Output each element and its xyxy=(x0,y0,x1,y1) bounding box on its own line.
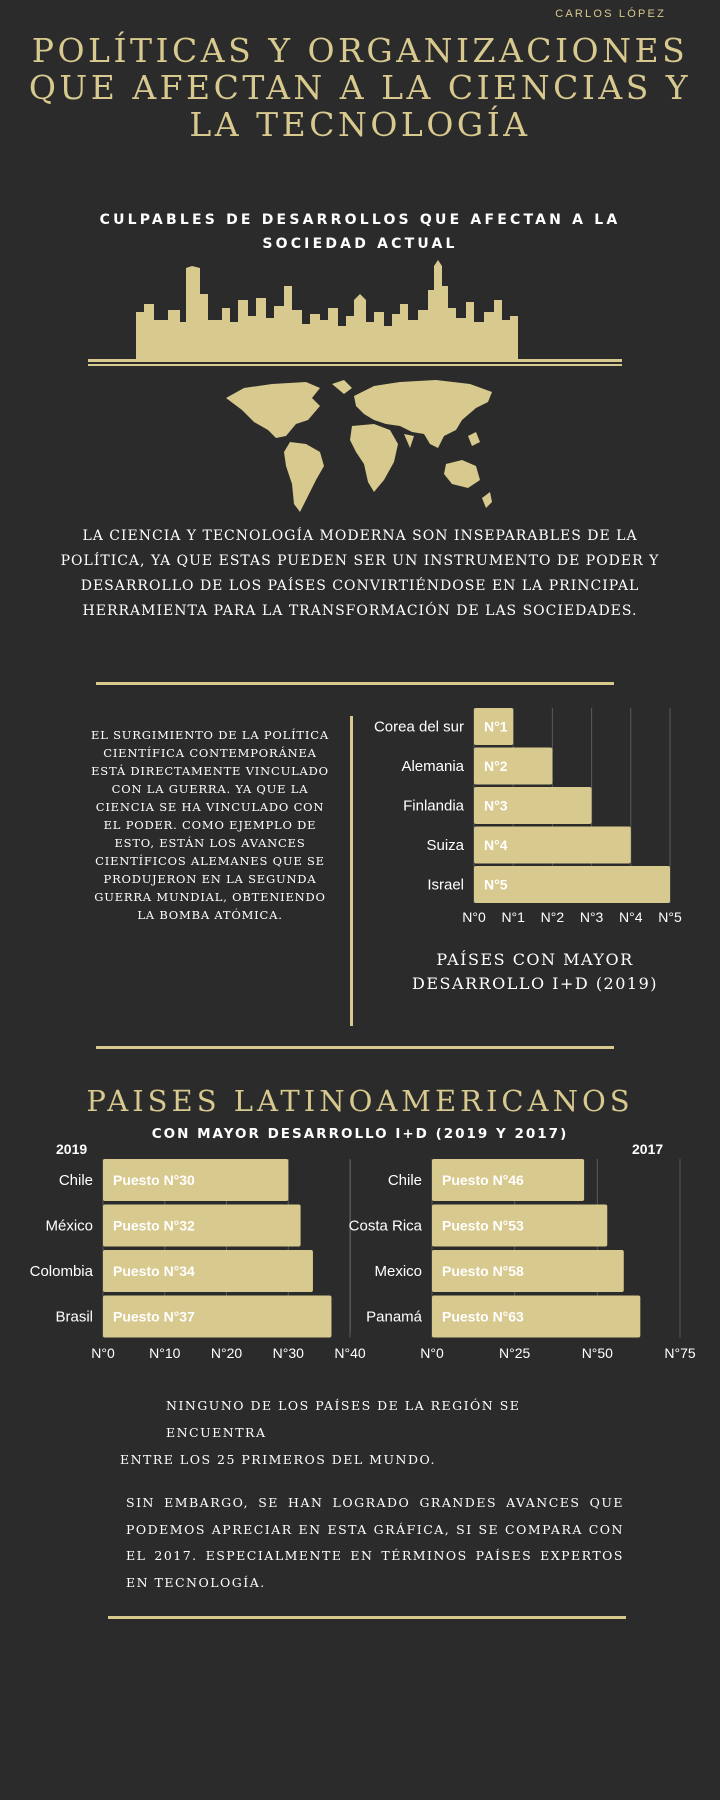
latam-2019-chart xyxy=(10,1152,370,1362)
x-tick-label: N°4 xyxy=(619,909,643,925)
x-tick-label: N°0 xyxy=(420,1345,444,1361)
science-war-paragraph: EL SURGIMIENTO DE LA POLÍTICA CIENTÍFICA CONTEMPORÁNEA ESTÁ DIRECTAMENTE VINCULADO CON LA GUERRA. YA QUE LA CIENCIA SE HA VINCULADO CON EL PODER. COMO EJEMPLO DE ESTO, ESTÁN LOS AVANCES CIENTÍFICOS ALEMANES QUE SE PRODUJERON EN LA SEGUNDA GUERRA MUNDIAL, OBTENIENDO LA BOMBA ATÓMICA. xyxy=(91,728,329,922)
divider-top xyxy=(96,682,614,685)
data-label: Puesto N°46 xyxy=(442,1172,524,1188)
vertical-divider xyxy=(350,716,353,1026)
page-subtitle: CULPABLES DE DESARROLLOS QUE AFECTAN A LA SOCIEDAD ACTUAL xyxy=(99,212,621,252)
category-label: Chile xyxy=(58,1172,93,1189)
data-label: Puesto N°37 xyxy=(113,1308,195,1325)
top-countries-chart xyxy=(360,704,700,934)
category-label: Brasil xyxy=(55,1308,93,1326)
data-label: Puesto N°32 xyxy=(113,1217,195,1234)
category-label: Colombia xyxy=(29,1263,93,1280)
data-label: N°5 xyxy=(484,876,508,893)
divider-middle xyxy=(96,1046,614,1049)
world-map-icon xyxy=(224,376,500,514)
progress-note: SIN EMBARGO, SE HAN LOGRADO GRANDES AVANCES QUE PODEMOS APRECIAR EN ESTA GRÁFICA, SI SE COMPARA CON EL 2017. ESPECIALMENTE EN TÉRMINOS PAÍSES EXPERTOS EN TECNOLOGÍA. xyxy=(126,1495,624,1590)
data-label: N°1 xyxy=(484,718,508,735)
category-label: Israel xyxy=(427,876,464,894)
data-label: N°4 xyxy=(484,837,508,853)
data-label: Puesto N°34 xyxy=(113,1263,195,1279)
intro-paragraph: LA CIENCIA Y TECNOLOGÍA MODERNA SON INSEPARABLES DE LA POLÍTICA, YA QUE ESTAS PUEDEN SER UN INSTRUMENTO DE PODER Y DESARROLLO DE LOS PAÍSES CONVIRTIÉNDOSE EN LA PRINCIPAL HERRAMIENTA PARA LA TRANSFORMACIÓN DE LAS SOCIEDADES. xyxy=(60,528,660,619)
year-2019-label: 2019 xyxy=(56,1141,88,1157)
data-label: Puesto N°30 xyxy=(113,1172,195,1188)
category-label: Corea del sur xyxy=(373,718,464,736)
x-tick-label: N°5 xyxy=(658,909,682,925)
data-label: Puesto N°53 xyxy=(442,1217,524,1234)
x-tick-label: N°50 xyxy=(581,1345,613,1361)
region-note xyxy=(120,1392,620,1473)
x-tick-label: N°3 xyxy=(579,909,604,925)
x-tick-label: N°2 xyxy=(540,909,565,925)
x-tick-label: N°10 xyxy=(149,1345,181,1361)
x-tick-label: N°0 xyxy=(91,1345,115,1361)
category-label: Mexico xyxy=(374,1263,422,1280)
category-label: Suiza xyxy=(426,837,464,854)
city-skyline-icon xyxy=(88,260,622,370)
latam-subtitle: CON MAYOR DESARROLLO I+D (2019 Y 2017) xyxy=(151,1126,569,1142)
x-tick-label: N°20 xyxy=(210,1345,243,1361)
author-name: CARLOS LÓPEZ xyxy=(555,8,666,20)
data-label: Puesto N°58 xyxy=(442,1263,524,1279)
x-tick-label: N°30 xyxy=(272,1345,304,1361)
x-tick-label: N°75 xyxy=(664,1345,696,1361)
x-tick-label: N°1 xyxy=(501,909,525,925)
data-label: N°3 xyxy=(484,797,508,814)
data-label: Puesto N°63 xyxy=(442,1308,524,1325)
year-2017-label: 2017 xyxy=(632,1141,664,1157)
category-label: Panamá xyxy=(366,1308,422,1326)
latam-title: PAISES LATINOAMERICANOS xyxy=(86,1084,634,1118)
page-title: POLÍTICAS Y ORGANIZACIONES QUE AFECTAN A LA CIENCIAS Y LA TECNOLOGÍA xyxy=(28,31,692,144)
region-note-line-1: NINGUNO DE LOS PAÍSES DE LA REGIÓN SE ENCUENTRA xyxy=(166,1398,521,1440)
category-label: México xyxy=(45,1217,93,1235)
category-label: Chile xyxy=(387,1172,422,1189)
top-countries-chart-title: PAÍSES CON MAYOR DESARROLLO I+D (2019) xyxy=(411,950,659,993)
x-tick-label: N°0 xyxy=(462,909,486,925)
x-tick-label: N°40 xyxy=(334,1345,366,1361)
x-tick-label: N°25 xyxy=(499,1345,531,1361)
region-note-line-2: ENTRE LOS 25 PRIMEROS DEL MUNDO. xyxy=(120,1452,436,1467)
category-label: Alemania xyxy=(401,758,464,775)
divider-bottom xyxy=(108,1616,626,1619)
category-label: Costa Rica xyxy=(348,1217,422,1235)
data-label: N°2 xyxy=(484,758,508,774)
category-label: Finlandia xyxy=(403,797,464,815)
latam-2017-chart xyxy=(346,1152,706,1362)
